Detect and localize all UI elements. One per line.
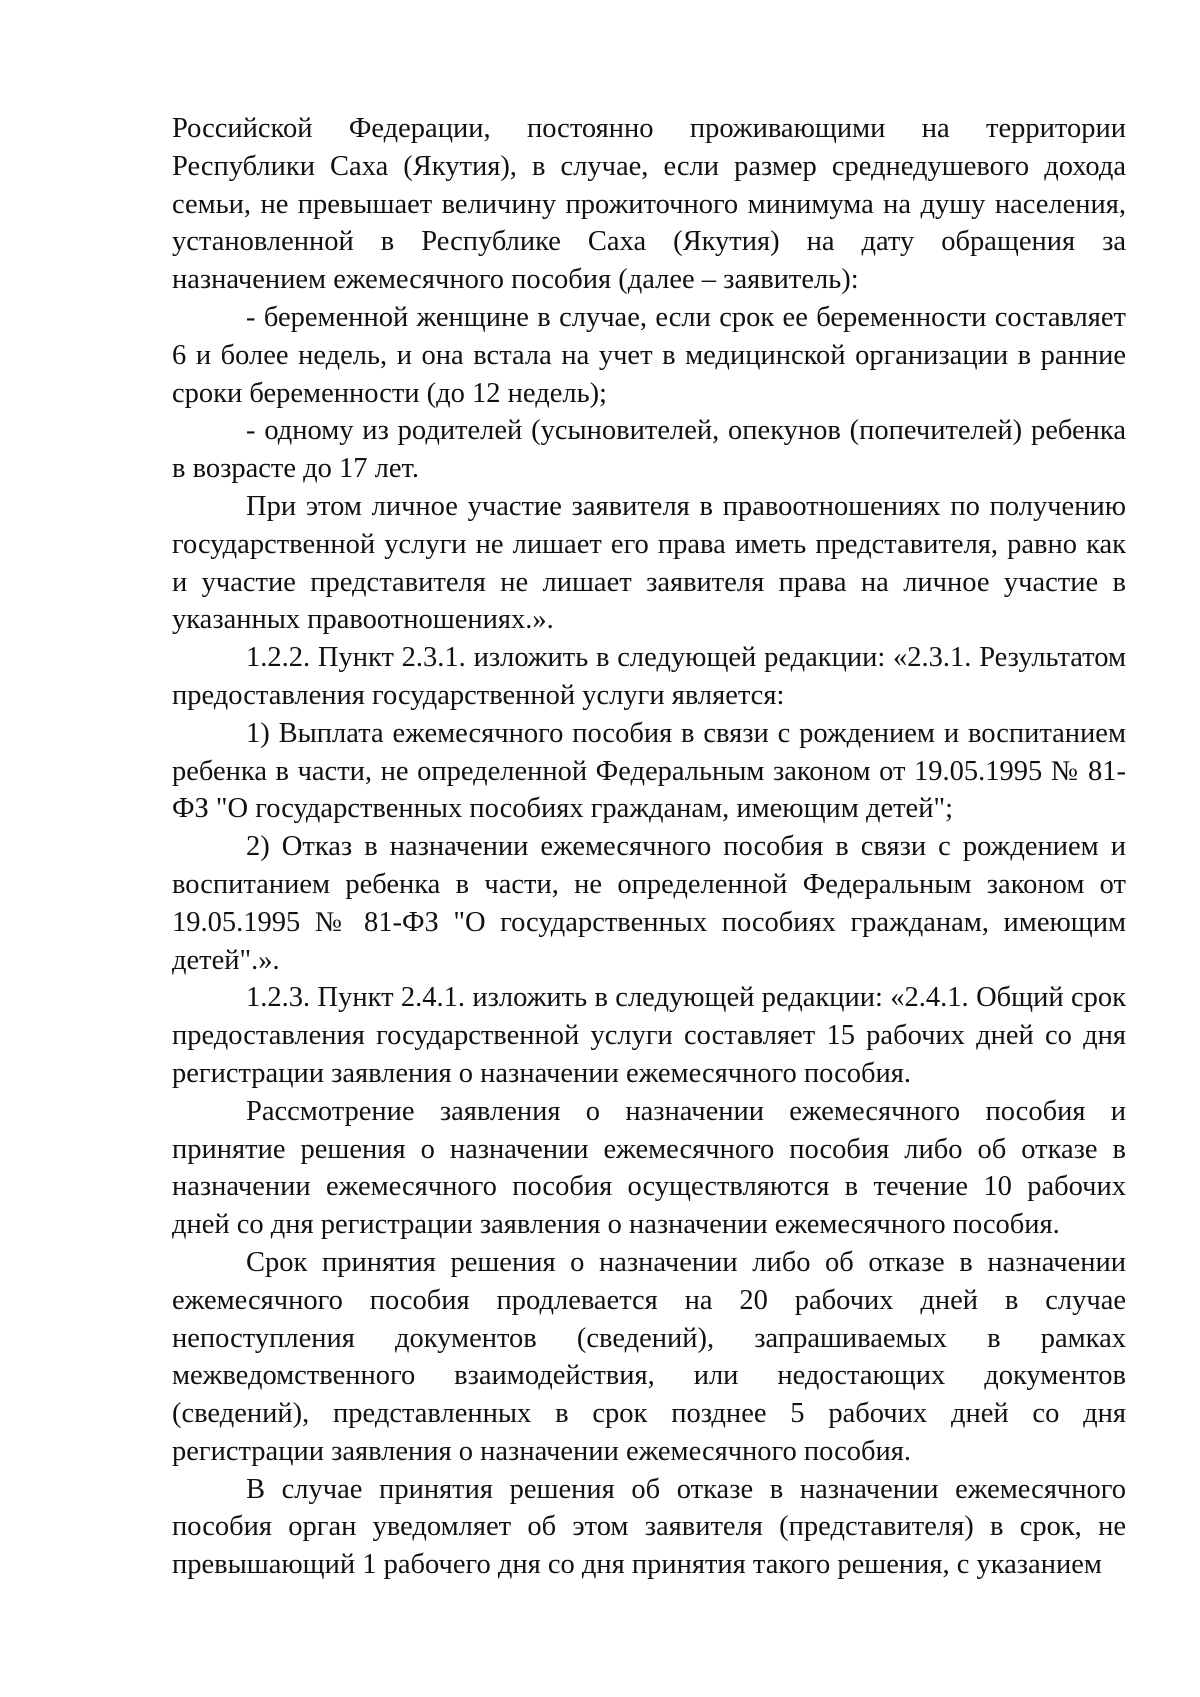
paragraph: 2) Отказ в назначении ежемесячного пособия в связи с рождением и воспитанием ребенка в части, не определенной Федеральным законом от 19.05.1995 № 81-ФЗ "О государственных пособиях гражданам, имеющим детей".». — [172, 831, 1126, 976]
paragraph: При этом личное участие заявителя в правоотношениях по получению государственной услуги не лишает его права иметь представителя, равно как и участие представителя не лишает заявителя права на личное участие в указанных правоотношениях.». — [172, 490, 1126, 636]
paragraph: Российской Федерации, постоянно проживающими на территории Республики Саха (Якутия), в случае, если размер среднедушевого дохода семьи, не превышает величину прожиточного минимума на душу населения, установленной в Республике Саха (Якутия) на дату обращения за назначением ежемесячного пособия (далее – заявитель): — [172, 113, 1126, 296]
paragraph: Срок принятия решения о назначении либо об отказе в назначении ежемесячного пособия продлевается на 20 рабочих дней в случае непоступления документов (сведений), запрашиваемых в рамках межведомственного взаимодействия, или недостающих документов (сведений), представленных в срок позднее 5 рабочих дней со дня регистрации заявления о назначении ежемесячного пособия. — [172, 1246, 1126, 1467]
paragraph: 1) Выплата ежемесячного пособия в связи с рождением и воспитанием ребенка в части, не определенной Федеральным законом от 19.05.1995 № 81-ФЗ "О государственных пособиях гражданам, имеющим детей"; — [172, 717, 1126, 825]
paragraph: - беременной женщине в случае, если срок ее беременности составляет 6 и более недель, и она встала на учет в медицинской организации в ранние сроки беременности (до 12 недель); — [172, 301, 1126, 409]
paragraph: 1.2.2. Пункт 2.3.1. изложить в следующей редакции: «2.3.1. Результатом предоставления государственной услуги является: — [172, 642, 1126, 711]
paragraph: В случае принятия решения об отказе в назначении ежемесячного пособия орган уведомляет об этом заявителя (представителя) в срок, не превышающий 1 рабочего дня со дня принятия такого решения, с указанием — [172, 1473, 1126, 1581]
document-page — [172, 110, 1126, 1584]
paragraph: - одному из родителей (усыновителей, опекунов (попечителей) ребенка в возрасте до 17 лет. — [172, 415, 1126, 485]
paragraph: 1.2.3. Пункт 2.4.1. изложить в следующей редакции: «2.4.1. Общий срок предоставления государственной услуги составляет 15 рабочих дней со дня регистрации заявления о назначении ежемесячного пособия. — [172, 982, 1126, 1089]
paragraph: Рассмотрение заявления о назначении ежемесячного пособия и принятие решения о назначении ежемесячного пособия либо об отказе в назначении ежемесячного пособия осуществляются в течение 10 рабочих дней со дня регистрации заявления о назначении ежемесячного пособия. — [172, 1095, 1126, 1241]
